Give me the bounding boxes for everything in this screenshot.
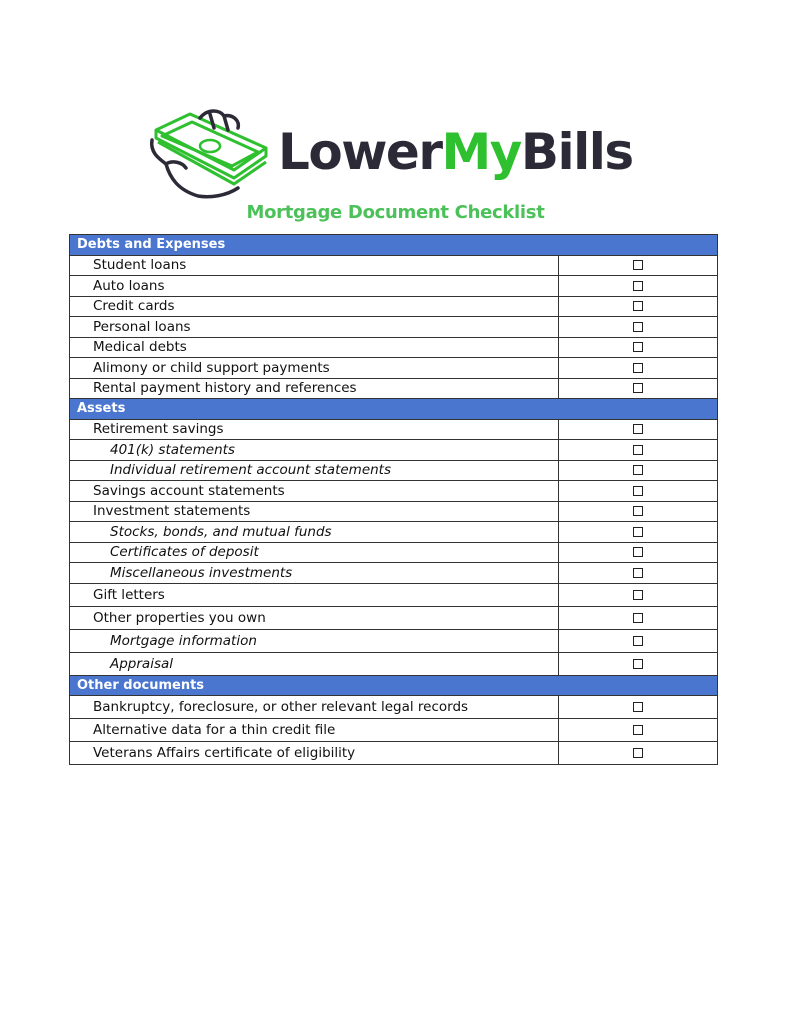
checklist-row <box>70 719 718 742</box>
checkbox-cell <box>559 440 718 461</box>
checklist-subitem-label: Individual retirement account statements <box>70 460 559 481</box>
checklist-row <box>70 378 718 399</box>
checkbox[interactable] <box>633 568 643 578</box>
checklist-subitem-label: 401(k) statements <box>70 440 559 461</box>
checkbox-cell <box>559 460 718 481</box>
checkbox[interactable] <box>633 383 643 393</box>
checklist-row <box>70 460 718 481</box>
money-hand-icon <box>148 108 273 200</box>
checklist-item-label: Auto loans <box>70 276 559 297</box>
checkbox[interactable] <box>633 527 643 537</box>
checklist-row <box>70 522 718 543</box>
checklist-item-label: Bankruptcy, foreclosure, or other relevant legal records <box>70 696 559 719</box>
checkbox[interactable] <box>633 281 643 291</box>
checkbox[interactable] <box>633 322 643 332</box>
checklist-subitem-label: Appraisal <box>70 652 559 675</box>
checkbox-cell <box>559 629 718 652</box>
checklist-item-label: Personal loans <box>70 317 559 338</box>
checklist-row <box>70 255 718 276</box>
checklist-subitem-label: Certificates of deposit <box>70 542 559 563</box>
checklist-item-label: Veterans Affairs certificate of eligibility <box>70 742 559 765</box>
brand-word-lower: Lower <box>278 123 442 181</box>
checkbox-cell <box>559 419 718 440</box>
section-header-row <box>70 399 718 420</box>
checkbox[interactable] <box>633 363 643 373</box>
checklist-item-label: Savings account statements <box>70 481 559 502</box>
checklist-row <box>70 629 718 652</box>
section-header-row <box>70 235 718 256</box>
checkbox-cell <box>559 481 718 502</box>
checklist-item-label: Other properties you own <box>70 606 559 629</box>
brand-word-bills: Bills <box>520 123 633 181</box>
checkbox[interactable] <box>633 748 643 758</box>
checkbox-cell <box>559 652 718 675</box>
section-header-row <box>70 675 718 696</box>
checklist-item-label: Rental payment history and references <box>70 378 559 399</box>
checklist-row <box>70 652 718 675</box>
checkbox[interactable] <box>633 547 643 557</box>
checkbox[interactable] <box>633 301 643 311</box>
section-header: Assets <box>70 399 718 420</box>
page-title: Mortgage Document Checklist <box>246 202 545 223</box>
checklist-row <box>70 317 718 338</box>
checkbox-cell <box>559 563 718 584</box>
brand-word-my: My <box>441 123 521 181</box>
checkbox[interactable] <box>633 342 643 352</box>
checklist-item-label: Student loans <box>70 255 559 276</box>
checkbox-cell <box>559 542 718 563</box>
checklist-row <box>70 440 718 461</box>
checkbox[interactable] <box>633 445 643 455</box>
checklist-row <box>70 606 718 629</box>
checklist-row <box>70 419 718 440</box>
checkbox[interactable] <box>633 590 643 600</box>
checkbox-cell <box>559 358 718 379</box>
brand-logo <box>148 104 648 204</box>
checklist-row <box>70 276 718 297</box>
checkbox-cell <box>559 255 718 276</box>
checkbox-cell <box>559 719 718 742</box>
checklist-row <box>70 696 718 719</box>
checklist-row <box>70 358 718 379</box>
checklist-row <box>70 481 718 502</box>
checklist-row <box>70 337 718 358</box>
checklist-row <box>70 742 718 765</box>
checkbox-cell <box>559 522 718 543</box>
checkbox[interactable] <box>633 506 643 516</box>
checkbox[interactable] <box>633 636 643 646</box>
checkbox-cell <box>559 742 718 765</box>
checkbox-cell <box>559 317 718 338</box>
checklist-row <box>70 583 718 606</box>
checkbox[interactable] <box>633 465 643 475</box>
checkbox-cell <box>559 337 718 358</box>
checklist-item-label: Medical debts <box>70 337 559 358</box>
checklist-row <box>70 563 718 584</box>
checklist-item-label: Retirement savings <box>70 419 559 440</box>
checklist-table <box>69 234 718 765</box>
checkbox-cell <box>559 378 718 399</box>
brand-wordmark <box>278 123 633 181</box>
checkbox[interactable] <box>633 702 643 712</box>
section-header: Debts and Expenses <box>70 235 718 256</box>
checkbox-cell <box>559 696 718 719</box>
checklist-row <box>70 501 718 522</box>
checklist-item-label: Investment statements <box>70 501 559 522</box>
checklist-subitem-label: Stocks, bonds, and mutual funds <box>70 522 559 543</box>
checklist-item-label: Gift letters <box>70 583 559 606</box>
checklist-item-label: Credit cards <box>70 296 559 317</box>
checkbox[interactable] <box>633 659 643 669</box>
checkbox-cell <box>559 583 718 606</box>
checkbox[interactable] <box>633 260 643 270</box>
checklist-subitem-label: Miscellaneous investments <box>70 563 559 584</box>
checkbox-cell <box>559 501 718 522</box>
checkbox-cell <box>559 296 718 317</box>
checkbox[interactable] <box>633 486 643 496</box>
checklist-row <box>70 542 718 563</box>
checklist-item-label: Alimony or child support payments <box>70 358 559 379</box>
checkbox[interactable] <box>633 424 643 434</box>
checkbox[interactable] <box>633 725 643 735</box>
checkbox[interactable] <box>633 613 643 623</box>
checklist-row <box>70 296 718 317</box>
checkbox-cell <box>559 606 718 629</box>
checkbox-cell <box>559 276 718 297</box>
checklist-item-label: Alternative data for a thin credit file <box>70 719 559 742</box>
checklist-subitem-label: Mortgage information <box>70 629 559 652</box>
section-header: Other documents <box>70 675 718 696</box>
